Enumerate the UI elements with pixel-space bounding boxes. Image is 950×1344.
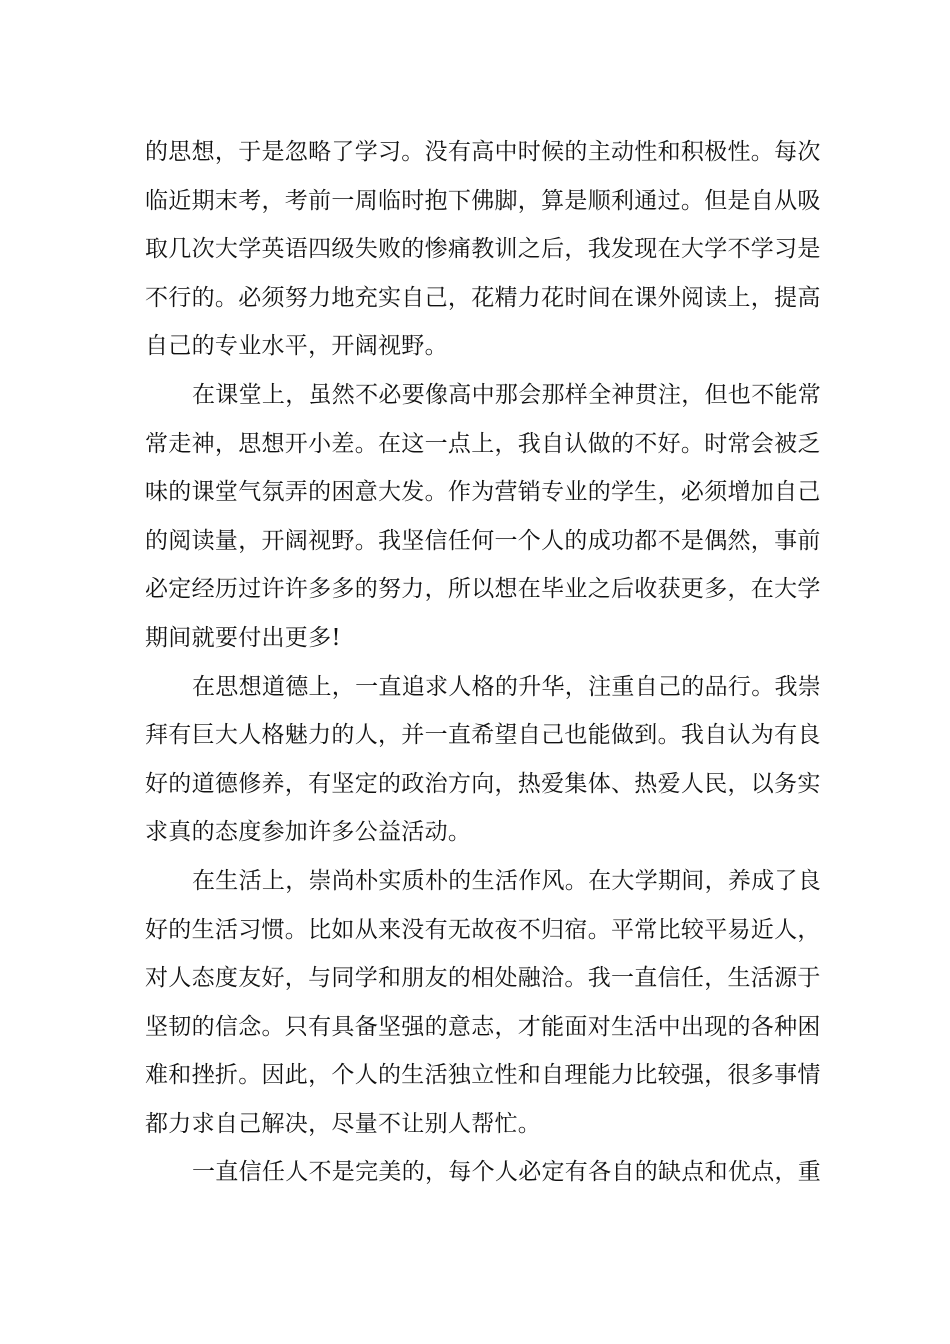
text-line: 取几次大学英语四级失败的惨痛教训之后，我发现在大学不学习是	[145, 236, 821, 263]
text-line: 在思想道德上，一直追求人格的升华，注重自己的品行。我崇	[192, 673, 822, 700]
text-line: 对人态度友好，与同学和朋友的相处融洽。我一直信任，生活源于	[145, 965, 821, 992]
text-line: 必定经历过许许多多的努力，所以想在毕业之后收获更多，在大学	[145, 576, 821, 603]
text-line: 求真的态度参加许多公益活动。	[145, 819, 472, 846]
text-line: 常走神，思想开小差。在这一点上，我自认做的不好。时常会被乏	[145, 430, 821, 457]
text-line: 的阅读量，开阔视野。我坚信任何一个人的成功都不是偶然，事前	[145, 527, 821, 554]
text-line: 味的课堂气氛弄的困意大发。作为营销专业的学生，必须增加自己	[145, 479, 821, 506]
text-line: 好的道德修养，有坚定的政治方向，热爱集体、热爱人民，以务实	[145, 770, 821, 797]
text-line: 坚韧的信念。只有具备坚强的意志，才能面对生活中出现的各种困	[145, 1013, 821, 1040]
text-line: 拜有巨大人格魅力的人，并一直希望自己也能做到。我自认为有良	[145, 722, 821, 749]
text-line: 难和挫折。因此，个人的生活独立性和自理能力比较强，很多事情	[145, 1062, 821, 1089]
text-line: 在课堂上，虽然不必要像高中那会那样全神贯注，但也不能常	[192, 381, 822, 408]
text-line: 临近期末考，考前一周临时抱下佛脚，算是顺利通过。但是自从吸	[145, 187, 821, 214]
text-line: 自己的专业水平，开阔视野。	[145, 333, 448, 360]
document-body	[145, 128, 822, 1197]
text-line: 都力求自己解决，尽量不让别人帮忙。	[145, 1110, 542, 1137]
text-line: 在生活上，崇尚朴实质朴的生活作风。在大学期间，养成了良	[192, 867, 822, 894]
text-line: 不行的。必须努力地充实自己，花精力花时间在课外阅读上，提高	[145, 284, 821, 311]
text-line: 的思想，于是忽略了学习。没有高中时候的主动性和积极性。每次	[145, 139, 821, 165]
text-line: 一直信任人不是完美的，每个人必定有各自的缺点和优点，重	[192, 1159, 822, 1186]
text-line: 好的生活习惯。比如从来没有无故夜不归宿。平常比较平易近人，	[145, 916, 821, 943]
text-line: 期间就要付出更多!	[145, 624, 341, 651]
